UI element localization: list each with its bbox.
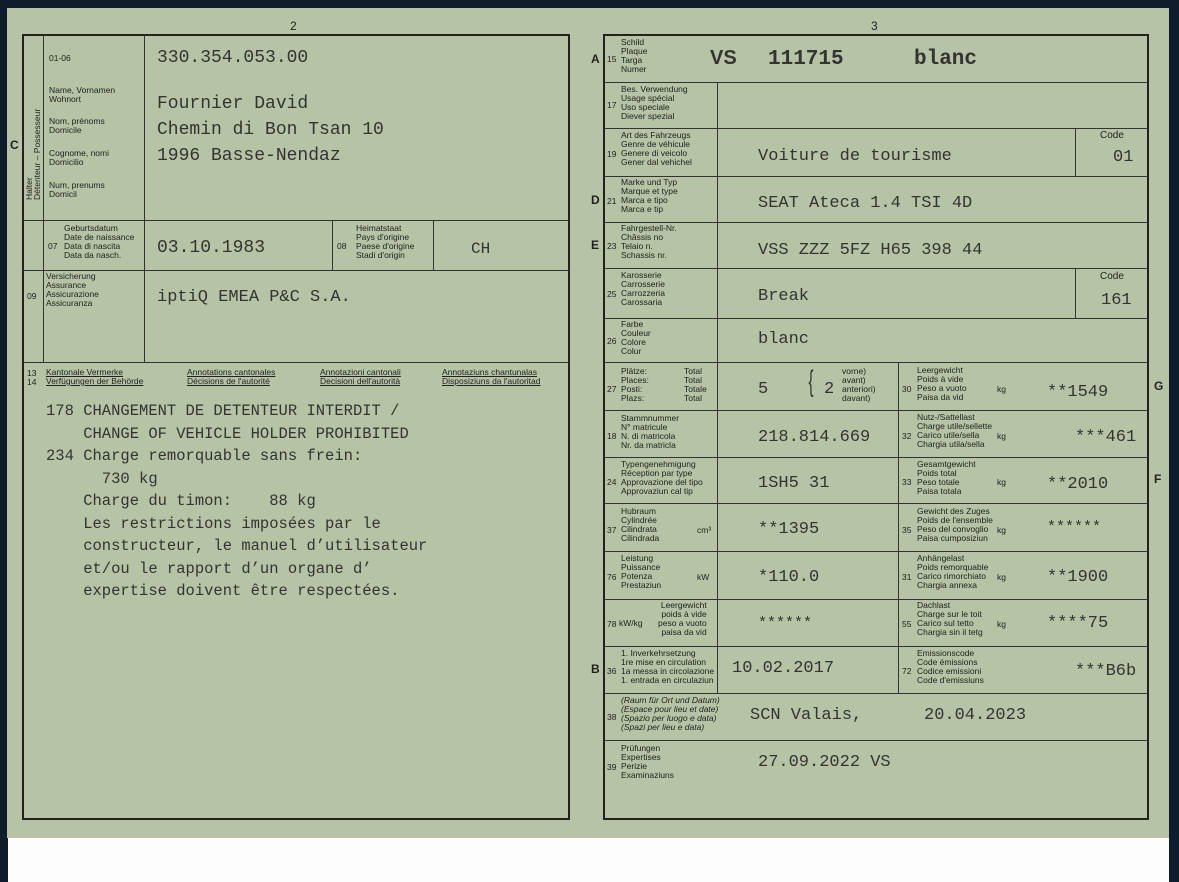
- field-21-label: Marke und Typ Marque et type Marca e tipo Marca e tip: [621, 177, 678, 214]
- field-27-label-total: Total Total Totale Total: [684, 366, 707, 403]
- field-39-number: 39: [607, 762, 617, 772]
- field-08-label: Heimatstaat Pays d'origine Paese d'origine Stadi d'origin: [356, 223, 415, 260]
- make-model: SEAT Ateca 1.4 TSI 4D: [758, 194, 973, 213]
- side-letter-f: F: [1154, 472, 1162, 486]
- holder-name: Fournier David: [157, 94, 309, 114]
- field-25-code-label: Code: [1100, 271, 1124, 282]
- power-kw: *110.0: [758, 568, 820, 587]
- side-letter-a: A: [591, 52, 600, 66]
- field-33-label: Gesamtgewicht Poids total Peso totale Paisa totala: [917, 459, 976, 496]
- body-type: Break: [758, 287, 810, 306]
- field-32-label: Nutz-/Sattellast Charge utile/sellette Carico utile/sella Chargia utila/sella: [917, 412, 993, 449]
- birth-date: 03.10.1983: [157, 238, 266, 258]
- page-number-left: 2: [290, 19, 297, 33]
- field-37-unit: cm³: [697, 525, 712, 535]
- field-13-number: 13: [27, 368, 37, 378]
- field-37-label: Hubraum Cylindrée Cilindrata Cilindrada: [621, 506, 660, 543]
- vehicle-type: Voiture de tourisme: [758, 147, 952, 166]
- holder-street: Chemin di Bon Tsan 10: [157, 120, 384, 140]
- side-letter-g: G: [1154, 379, 1164, 393]
- field-07-label: Geburtsdatum Date de naissance Data di nascita Data da nasch.: [64, 223, 135, 260]
- inspection-date: 27.09.2022 VS: [758, 753, 891, 772]
- field-30-label: Leergewicht Poids à vide Peso a vuoto Paisa da vid: [917, 365, 967, 402]
- side-letter-c: C: [10, 138, 19, 152]
- roof-load: ****75: [1047, 614, 1109, 633]
- field-76-unit: kW: [697, 572, 710, 582]
- total-weight: **2010: [1047, 475, 1109, 494]
- field-72-number: 72: [902, 666, 912, 676]
- field-26-label: Farbe Couleur Colore Colur: [621, 319, 651, 356]
- annotations-header-de: Kantonale Vermerke Verfügungen der Behörde: [46, 367, 144, 386]
- field-76-label: Leistung Puissance Potenza Prestaziun: [621, 553, 662, 590]
- first-registration-date: 10.02.2017: [732, 659, 835, 678]
- seats-front-label: vorne) avant) anteriori) davant): [842, 366, 876, 403]
- field-23-number: 23: [607, 241, 617, 251]
- issue-place: SCN Valais,: [750, 706, 863, 725]
- empty-weight: **1549: [1047, 383, 1109, 402]
- field-25-number: 25: [607, 289, 617, 299]
- bottom-margin: [8, 838, 1169, 882]
- field-18-label: Stammnummer N° matricule N. di matricola Nr. da matricla: [621, 413, 680, 450]
- matriculation-number: 218.814.669: [758, 428, 871, 447]
- field-55-unit: kg: [997, 619, 1006, 629]
- field-08-number: 08: [337, 241, 347, 251]
- field-19-code-label: Code: [1100, 130, 1124, 141]
- field-35-unit: kg: [997, 525, 1006, 535]
- holder-city: 1996 Basse-Nendaz: [157, 146, 341, 166]
- field-39-label: Prüfungen Expertises Perizie Examinaziuns: [621, 743, 674, 780]
- field-31-unit: kg: [997, 572, 1006, 582]
- field-07-number: 07: [48, 241, 58, 251]
- field-01-06-label: 01-06: [49, 53, 71, 63]
- field-17-number: 17: [607, 100, 617, 110]
- field-24-number: 24: [607, 477, 617, 487]
- type-approval: 1SH5 31: [758, 474, 830, 493]
- seats-brace-left: {: [808, 365, 814, 398]
- field-23-label: Fahrgestell-Nr. Châssis no Telaio n. Schassis nr.: [621, 223, 677, 260]
- holder-label-de: Halter: [24, 177, 34, 200]
- field-25-label: Karosserie Carrosserie Carrozzeria Carossaria: [621, 270, 665, 307]
- origin-country: CH: [471, 240, 491, 258]
- trailer-load: **1900: [1047, 568, 1109, 587]
- field-19-number: 19: [607, 149, 617, 159]
- side-letter-d: D: [591, 193, 600, 207]
- field-78-label: Leergewicht poids à vide peso a vuoto paisa da vid: [658, 600, 707, 637]
- insurance-value: iptiQ EMEA P&C S.A.: [157, 288, 351, 307]
- side-letter-b: B: [591, 662, 600, 676]
- field-55-label: Dachlast Charge sur le toit Carico sul tetto Chargia sin il tetg: [917, 600, 983, 637]
- field-35-number: 35: [902, 525, 912, 535]
- field-18-number: 18: [607, 431, 617, 441]
- plate-color: blanc: [914, 48, 978, 71]
- field-31-number: 31: [902, 572, 912, 582]
- side-letter-e: E: [591, 238, 600, 252]
- annotations-text: 178 CHANGEMENT DE DETENTEUR INTERDIT / CHANGE OF VEHICLE HOLDER PROHIBITED 234 Charge remorquable sans frein: 730 kg Charge du timon: 88 kg Les restrictions imposées par le constructeur, le manuel d’utilisateur et/ou le rapport d’un organe d’ expertise doivent être respectées.: [46, 402, 428, 600]
- field-36-label: 1. Inverkehrsetzung 1re mise en circulation 1a messa in circolazione 1. entrada en circulaziun: [621, 648, 715, 685]
- train-weight: ******: [1047, 519, 1102, 536]
- plate-number: 111715: [768, 48, 844, 71]
- field-27-number: 27: [607, 384, 617, 394]
- annotations-header-it: Annotazioni cantonali Decisioni dell'autorità: [320, 367, 401, 386]
- field-17-label: Bes. Verwendung Usage spécial Uso speciale Diever spezial: [621, 84, 688, 121]
- name-label-it: Cognome, nomi Domicilio: [49, 148, 110, 167]
- field-15-number: 15: [607, 54, 617, 64]
- field-78-unit: kW/kg: [619, 618, 643, 628]
- field-36-number: 36: [607, 666, 617, 676]
- field-31-label: Anhängelast Poids remorquable Carico rimorchiato Chargia annexa: [917, 553, 989, 590]
- emission-code: ***B6b: [1075, 662, 1137, 681]
- field-37-number: 37: [607, 525, 617, 535]
- field-32-unit: kg: [997, 431, 1006, 441]
- field-21-number: 21: [607, 196, 617, 206]
- displacement: **1395: [758, 520, 820, 539]
- vehicle-color: blanc: [758, 330, 810, 349]
- field-24-label: Typengenehmigung Réception par type Approvazione del tipo Approvaziun cal tip: [621, 459, 703, 496]
- name-label-de: Name, Vornamen Wohnort: [49, 85, 116, 104]
- field-35-label: Gewicht des Zuges Poids de l'ensemble Peso del convoglio Paisa cumposiziun: [917, 506, 993, 543]
- seats-total: 5: [758, 380, 769, 399]
- body-type-code: 161: [1101, 291, 1132, 310]
- field-14-number: 14: [27, 377, 37, 387]
- field-32-number: 32: [902, 431, 912, 441]
- issue-date: 20.04.2023: [924, 706, 1027, 725]
- field-38-label: (Raum für Ort und Datum) (Espace pour lieu et date) (Spazio per luogo e data) (Spazi per lieu e data): [621, 695, 720, 732]
- field-30-number: 30: [902, 384, 912, 394]
- field-76-number: 76: [607, 572, 617, 582]
- annotations-header-rm: Annotaziuns chantunalas Disposiziuns da l'autoritad: [442, 367, 541, 386]
- vehicle-type-code: 01: [1113, 148, 1134, 167]
- field-09-number: 09: [27, 291, 37, 301]
- payload: ***461: [1075, 428, 1137, 447]
- field-30-unit: kg: [997, 384, 1006, 394]
- field-26-number: 26: [607, 336, 617, 346]
- field-19-label: Art des Fahrzeugs Genre de véhicule Genere di veicolo Gener dal vehichel: [621, 130, 692, 167]
- power-weight-ratio: ******: [758, 615, 813, 632]
- chassis-number: VSS ZZZ 5FZ H65 398 44: [758, 241, 983, 260]
- holder-label-fr: Détenteur – Possesseur: [32, 108, 42, 200]
- plate-canton: VS: [710, 47, 737, 69]
- annotations-header-fr: Annotations cantonales Décisions de l'autorité: [187, 367, 276, 386]
- seats-front: 2: [824, 380, 835, 399]
- field-09-label: Versicherung Assurance Assicurazione Assicuranza: [46, 271, 99, 308]
- field-27-label: Plätze: Places: Posti: Plazs:: [621, 366, 649, 403]
- field-72-label: Emissionscode Code émissions Codice emissioni Code d'emissiuns: [917, 648, 984, 685]
- field-38-number: 38: [607, 712, 617, 722]
- name-label-fr: Nom, prénoms Domicile: [49, 116, 105, 135]
- page-number-right: 3: [871, 19, 878, 33]
- field-78-number: 78: [607, 619, 617, 629]
- field-15-label: Schild Plaque Targa Numer: [621, 37, 648, 74]
- name-label-rm: Num, prenums Domicil: [49, 180, 105, 199]
- field-01-06-value: 330.354.053.00: [157, 48, 309, 68]
- field-33-number: 33: [902, 477, 912, 487]
- field-33-unit: kg: [997, 477, 1006, 487]
- field-55-number: 55: [902, 619, 912, 629]
